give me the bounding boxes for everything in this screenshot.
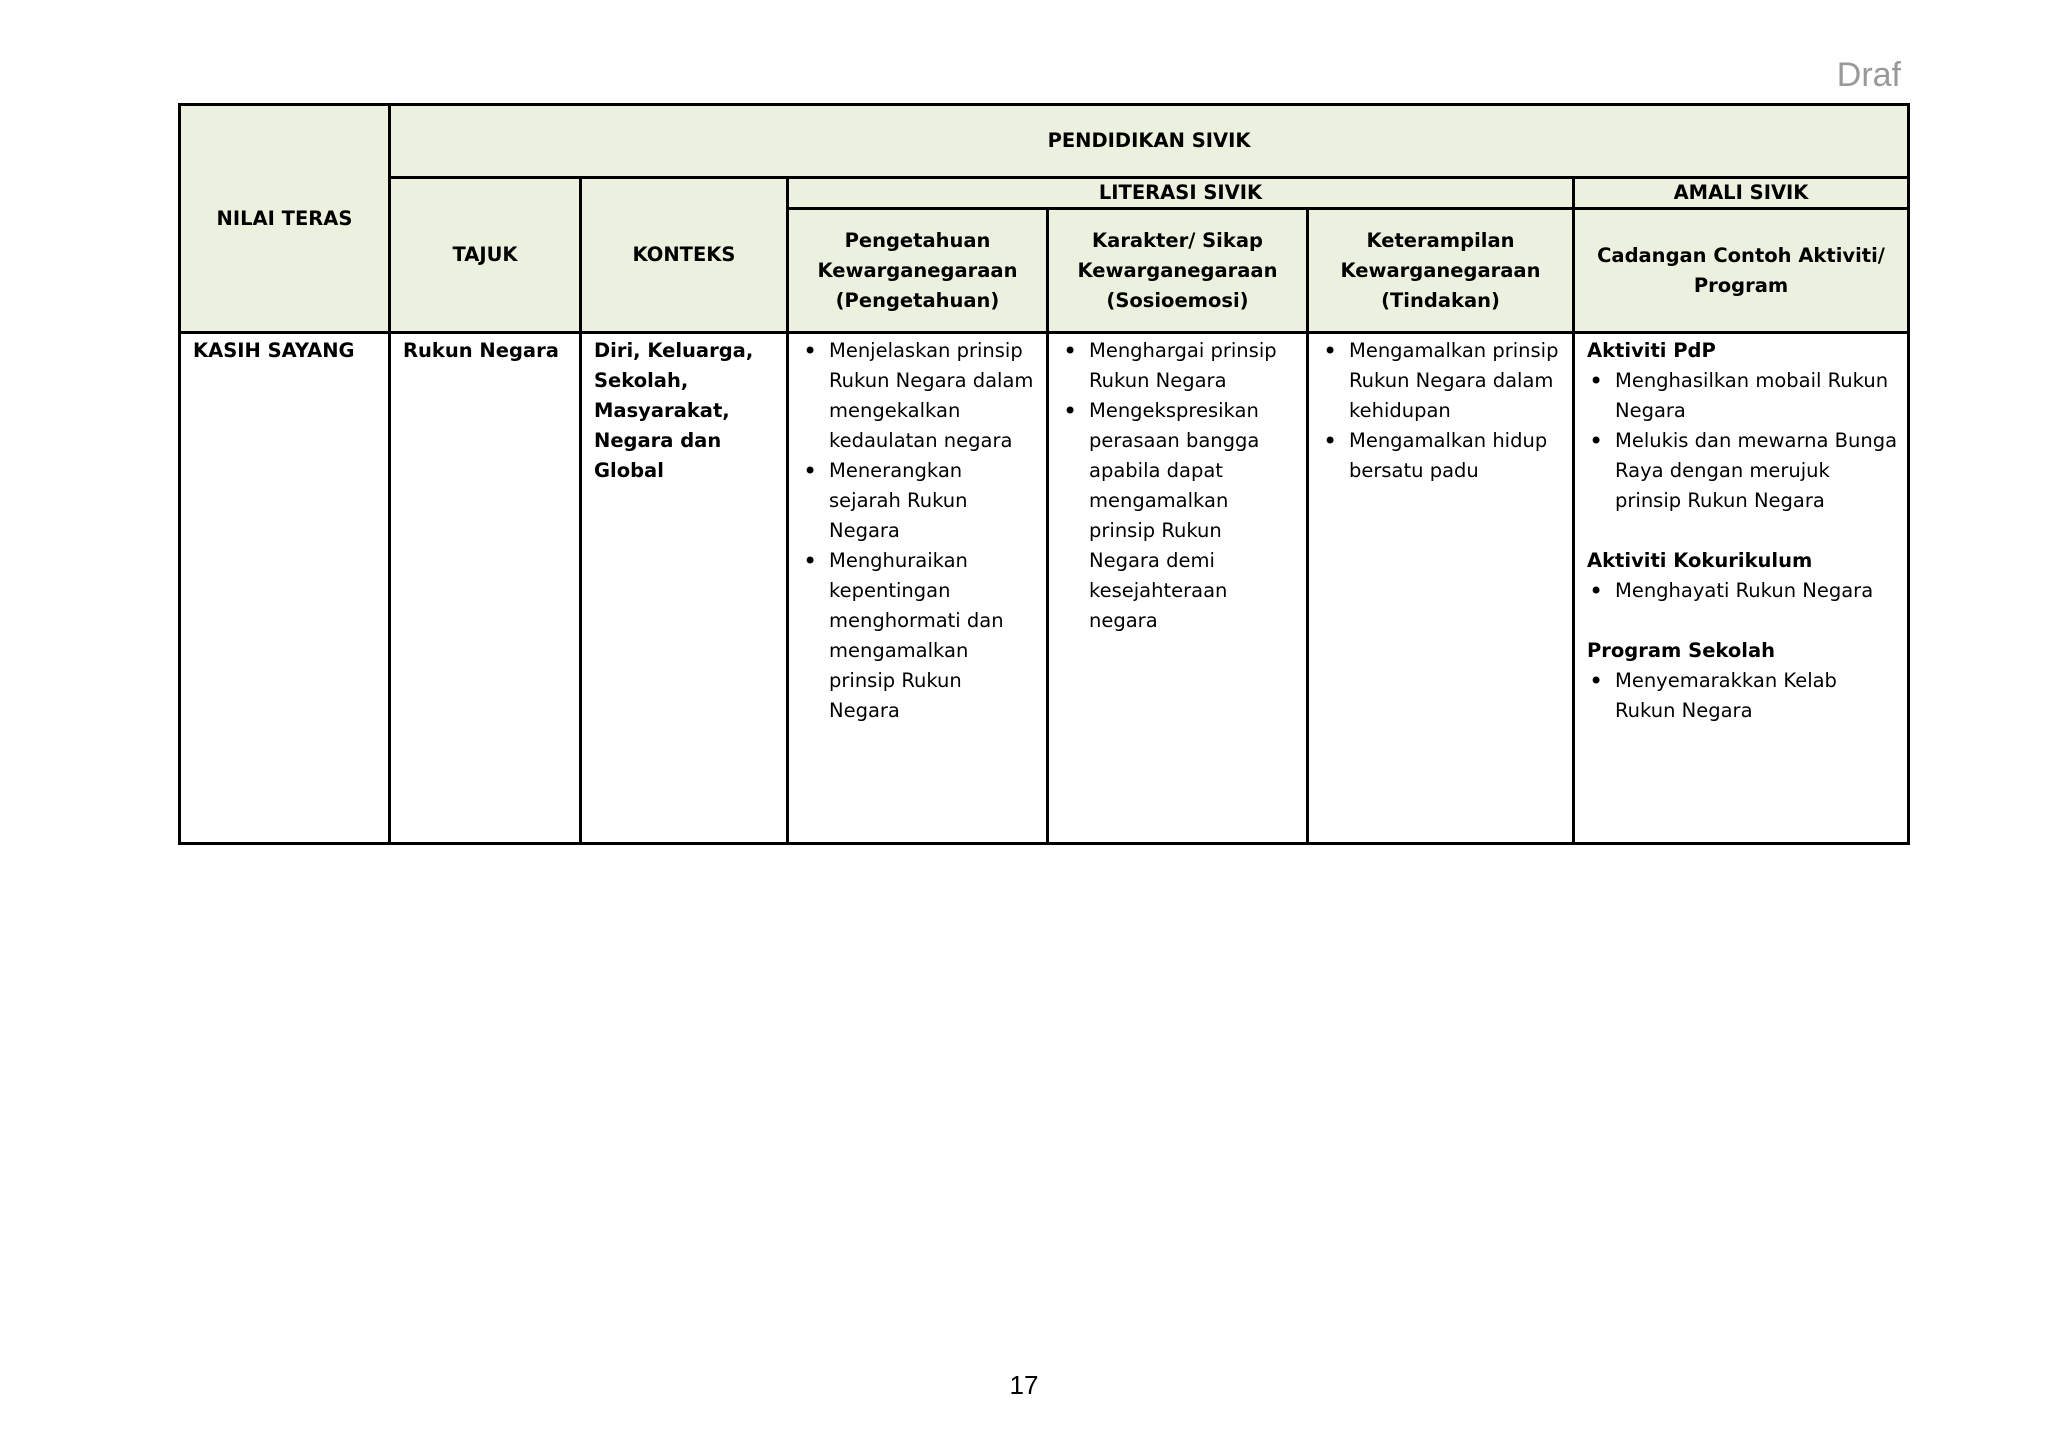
table-row [180, 333, 1909, 844]
pdp-heading: Aktiviti PdP [1587, 339, 1716, 362]
cell-tajuk: Rukun Negara [390, 333, 581, 844]
header-keterampilan [1308, 209, 1574, 333]
header-nilai-teras: NILAI TERAS [180, 105, 390, 333]
list-item: • Menghasilkan mobail Rukun Negara [1587, 366, 1899, 426]
header-line: Kewarganegaraan [1340, 258, 1541, 282]
spacer [1587, 516, 1899, 546]
header-line: Kewarganegaraan [817, 258, 1018, 282]
program-sekolah-list [1587, 666, 1899, 726]
cell-nilai-teras: KASIH SAYANG [180, 333, 390, 844]
keterampilan-list [1321, 336, 1564, 486]
list-item: • Menyemarakkan Kelab Rukun Negara [1587, 666, 1899, 726]
konteks-line: Diri, Keluarga, [594, 339, 754, 362]
header-karakter [1048, 209, 1308, 333]
spacer [1587, 606, 1899, 636]
header-konteks: KONTEKS [581, 178, 788, 333]
civic-education-table [178, 103, 1910, 845]
list-item: • Mengamalkan hidup bersatu padu [1321, 426, 1564, 486]
program-sekolah-heading: Program Sekolah [1587, 639, 1775, 662]
list-item: • Mengamalkan prinsip Rukun Negara dalam kehidupan [1321, 336, 1564, 426]
konteks-line: Global [594, 459, 664, 482]
kokurikulum-heading: Aktiviti Kokurikulum [1587, 549, 1813, 572]
konteks-line: Sekolah, [594, 369, 689, 392]
header-line: Program [1693, 273, 1789, 297]
header-pendidikan-sivik: PENDIDIKAN SIVIK [390, 105, 1909, 178]
header-line: Karakter/ Sikap [1092, 228, 1263, 252]
cell-pengetahuan [788, 333, 1048, 844]
header-line: Kewarganegaraan [1077, 258, 1278, 282]
draft-watermark: Draf [1836, 56, 1901, 94]
header-line: (Sosioemosi) [1106, 288, 1249, 312]
header-line: Keterampilan [1366, 228, 1515, 252]
list-item: • Menerangkan sejarah Rukun Negara [801, 456, 1038, 546]
header-pengetahuan [788, 209, 1048, 333]
list-item: • Menghuraikan kepentingan menghormati dan mengamalkan prinsip Rukun Negara [801, 546, 1038, 726]
karakter-list [1061, 336, 1298, 636]
kokurikulum-list [1587, 576, 1899, 606]
header-cadangan [1574, 209, 1909, 333]
header-tajuk: TAJUK [390, 178, 581, 333]
list-item: • Melukis dan mewarna Bunga Raya dengan merujuk prinsip Rukun Negara [1587, 426, 1899, 516]
header-line: (Tindakan) [1381, 288, 1500, 312]
list-item: • Menghargai prinsip Rukun Negara [1061, 336, 1298, 396]
header-amali-sivik: AMALI SIVIK [1574, 178, 1909, 209]
cell-karakter [1048, 333, 1308, 844]
konteks-line: Negara dan [594, 429, 722, 452]
header-line: Cadangan Contoh Aktiviti/ [1597, 243, 1885, 267]
pengetahuan-list [801, 336, 1038, 726]
konteks-line: Masyarakat, [594, 399, 730, 422]
header-literasi-sivik: LITERASI SIVIK [788, 178, 1574, 209]
cell-keterampilan [1308, 333, 1574, 844]
pdp-list [1587, 366, 1899, 516]
header-line: Pengetahuan [844, 228, 991, 252]
cell-amali [1574, 333, 1909, 844]
list-item: • Mengekspresikan perasaan bangga apabila dapat mengamalkan prinsip Rukun Negara demi kesejahteraan negara [1061, 396, 1298, 636]
list-item: • Menjelaskan prinsip Rukun Negara dalam mengekalkan kedaulatan negara [801, 336, 1038, 456]
header-line: (Pengetahuan) [835, 288, 1000, 312]
list-item: • Menghayati Rukun Negara [1587, 576, 1899, 606]
cell-konteks [581, 333, 788, 844]
page-number: 17 [1009, 1370, 1039, 1400]
